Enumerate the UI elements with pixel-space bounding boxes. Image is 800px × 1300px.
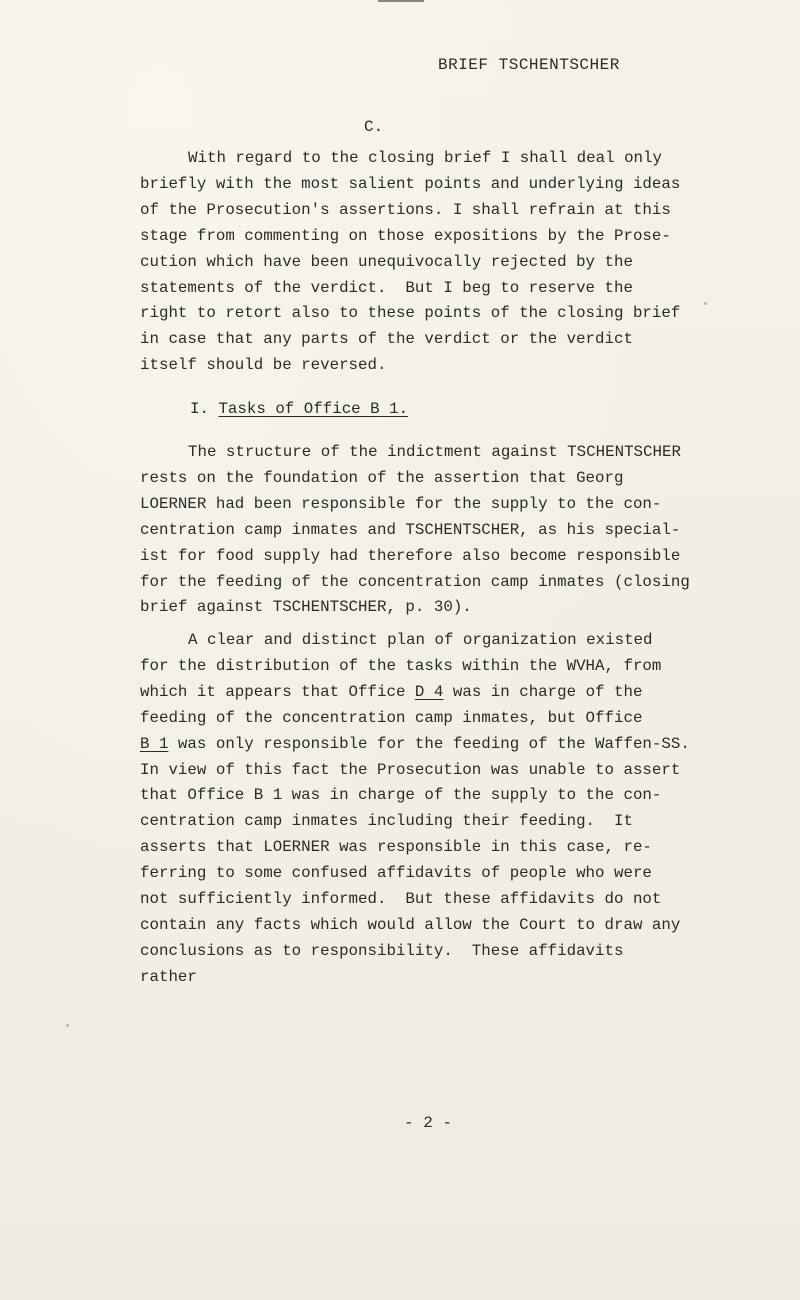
paragraph-line: asserts that LOERNER was responsible in this case, re- xyxy=(140,838,652,857)
paragraph-line: itself should be reversed. xyxy=(140,356,387,375)
line-text: was only responsible for the feeding of the Waffen-SS. xyxy=(168,734,690,753)
paper-speck xyxy=(66,1024,69,1027)
paragraph-line: in case that any parts of the verdict or the verdict xyxy=(140,330,633,349)
paragraph-line: A clear and distinct plan of organization existed xyxy=(188,631,653,649)
intro-paragraph xyxy=(140,146,740,379)
paragraph-line xyxy=(140,732,740,758)
paragraph-line: not sufficiently informed. But these affidavits do not xyxy=(140,890,662,909)
paragraph-line: conclusions as to responsibility. These affidavits xyxy=(140,941,624,960)
paragraph-line: brief against TSCHENTSCHER, p. 30). xyxy=(140,598,472,617)
page-number: - 2 - xyxy=(404,1114,453,1132)
paragraph-line: statements of the verdict. But I beg to reserve the xyxy=(140,278,633,297)
binding-mark xyxy=(378,0,424,2)
paragraph-line: of the Prosecution's assertions. I shall refrain at this xyxy=(140,200,671,219)
paragraph-line: cution which have been unequivocally rejected by the xyxy=(140,252,633,271)
paragraph-line: for the feeding of the concentration camp inmates (closing xyxy=(140,572,690,591)
paragraph-line: ferring to some confused affidavits of people who were xyxy=(140,864,652,883)
paragraph-line: In view of this fact the Prosecution was unable to assert xyxy=(140,760,681,779)
paragraph-line: centration camp inmates and TSCHENTSCHER, as his special- xyxy=(140,520,681,539)
paragraph-line: that Office B 1 was in charge of the supply to the con- xyxy=(140,786,662,805)
organization-paragraph xyxy=(140,628,740,991)
paragraph-line: centration camp inmates including their feeding. It xyxy=(140,812,633,831)
paragraph-line: feeding of the concentration camp inmates, but Office xyxy=(140,708,643,727)
paragraph-line: The structure of the indictment against TSCHENTSCHER xyxy=(188,443,681,461)
heading-title: Tasks of Office B 1. xyxy=(218,400,409,418)
running-header: BRIEF TSCHENTSCHER xyxy=(438,56,620,74)
section-label: C. xyxy=(364,118,384,136)
section-heading xyxy=(190,400,408,418)
line-text: which it appears that Office xyxy=(140,682,415,701)
paragraph-line xyxy=(140,680,740,706)
paragraph-line: right to retort also to these points of the closing brief xyxy=(140,304,681,323)
paragraph-line: LOERNER had been responsible for the supply to the con- xyxy=(140,494,662,513)
paragraph-line: ist for food supply had therefore also become responsible xyxy=(140,546,681,565)
office-d4-reference: D 4 xyxy=(414,682,444,701)
heading-number: I. xyxy=(190,400,209,418)
structure-paragraph xyxy=(140,440,740,621)
office-b1-reference: B 1 xyxy=(140,734,169,753)
paragraph-line: rests on the foundation of the assertion that Georg xyxy=(140,468,624,487)
paragraph-line: rather xyxy=(140,967,197,986)
paragraph-line: With regard to the closing brief I shall deal only xyxy=(188,149,662,167)
line-text: was in charge of the xyxy=(443,682,643,701)
paper-speck xyxy=(704,302,707,305)
paragraph-line: contain any facts which would allow the Court to draw any xyxy=(140,915,681,934)
paragraph-line: briefly with the most salient points and underlying ideas xyxy=(140,174,681,193)
paragraph-line: for the distribution of the tasks within the WVHA, from xyxy=(140,656,662,675)
paragraph-line: stage from commenting on those expositions by the Prose- xyxy=(140,226,671,245)
